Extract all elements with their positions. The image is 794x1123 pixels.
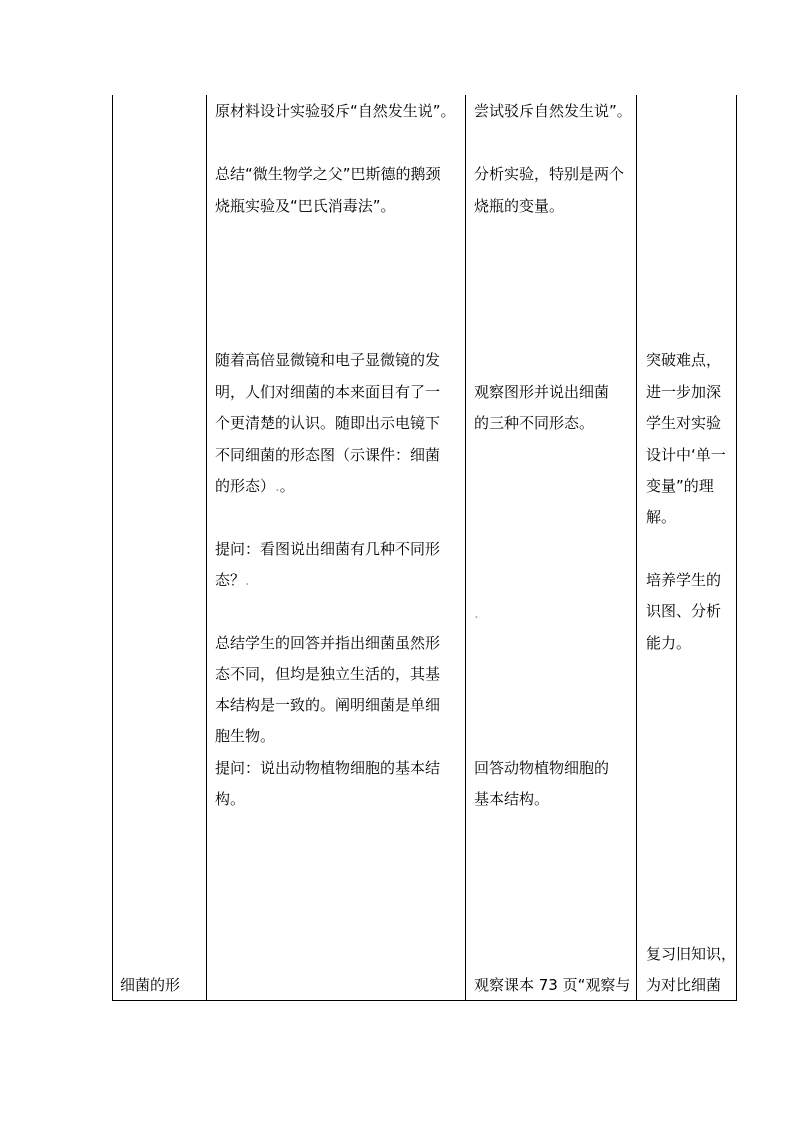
- teacher-text-line: 随着高倍显微镜和电子显微镜的发: [215, 351, 441, 369]
- teacher-text-line: 总结“微生物学之父”巴斯德的鹅颈: [215, 165, 441, 183]
- student-text-line: 观察图形并说出细菌: [474, 383, 610, 401]
- teacher-text-line: 态不同，但均是独立生活的，其基: [215, 665, 441, 683]
- teacher-text-line: 个更清楚的认识。随即出示电镜下: [215, 414, 441, 432]
- intent-text-line: 进一步加深: [646, 383, 722, 401]
- teacher-text-line: 总结学生的回答并指出细菌虽然形: [215, 634, 441, 652]
- table-border-left: [112, 95, 113, 1001]
- table-border-right: [736, 95, 737, 1001]
- column-divider-3: [636, 95, 637, 1001]
- table-border-bottom: [112, 1000, 737, 1001]
- decorative-dot: .: [275, 477, 280, 495]
- teacher-text-line: 烧瓶实验及“巴氏消毒法”。: [215, 197, 396, 215]
- intent-text-line: 设计中‘单一: [646, 446, 726, 464]
- teacher-text-segment: 态？: [215, 571, 246, 589]
- decorative-dot: .: [245, 571, 250, 589]
- intent-text-line: 学生对实验: [646, 414, 722, 432]
- column-divider-2: [465, 95, 466, 1001]
- section-label-bacteria-shape: 细菌的形: [120, 976, 181, 994]
- intent-text-line: 解。: [646, 508, 677, 526]
- teacher-text-line: [215, 476, 295, 496]
- teacher-text-line: 原材料设计实验驳斥“自然发生说”。: [215, 102, 456, 120]
- decorative-dot: .: [474, 604, 479, 622]
- teacher-text-line: 胞生物。: [215, 727, 276, 745]
- teacher-question-line: 构。: [215, 790, 246, 808]
- teacher-question-line: 提问：看图说出细菌有几种不同形: [215, 540, 441, 558]
- intent-text-line: 复习旧知识，: [646, 945, 737, 963]
- student-text-line: 观察课本 73 页“观察与: [474, 976, 631, 994]
- teacher-question-line: 提问：说出动物植物细胞的基本结: [215, 759, 441, 777]
- student-text-line: 尝试驳斥自然发生说”。: [474, 102, 632, 120]
- intent-text-line: 培养学生的: [646, 571, 722, 589]
- teacher-text-line: 本结构是一致的。阐明细菌是单细: [215, 696, 441, 714]
- teacher-text-segment: 的形态）: [215, 477, 276, 495]
- student-text-line: 回答动物植物细胞的: [474, 759, 610, 777]
- column-divider-1: [206, 95, 207, 1001]
- student-text-line: 基本结构。: [474, 790, 550, 808]
- intent-text-line: 为对比细菌: [646, 976, 722, 994]
- student-text-line: 烧瓶的变量。: [474, 197, 565, 215]
- teacher-text-line: 明，人们对细菌的本来面目有了一: [215, 383, 441, 401]
- teacher-text-line: 不同细菌的形态图（示课件：细菌: [215, 446, 441, 464]
- student-text-line: 分析实验，特别是两个: [474, 165, 625, 183]
- student-text-line: 的三种不同形态。: [474, 414, 595, 432]
- intent-text-line: 识图、分析: [646, 602, 722, 620]
- teacher-question-line: [215, 570, 250, 590]
- intent-text-line: 能力。: [646, 634, 692, 652]
- intent-text-line: 变量”的理: [646, 477, 714, 495]
- intent-text-line: 突破难点，: [646, 351, 722, 369]
- teacher-text-segment: 。: [279, 477, 295, 495]
